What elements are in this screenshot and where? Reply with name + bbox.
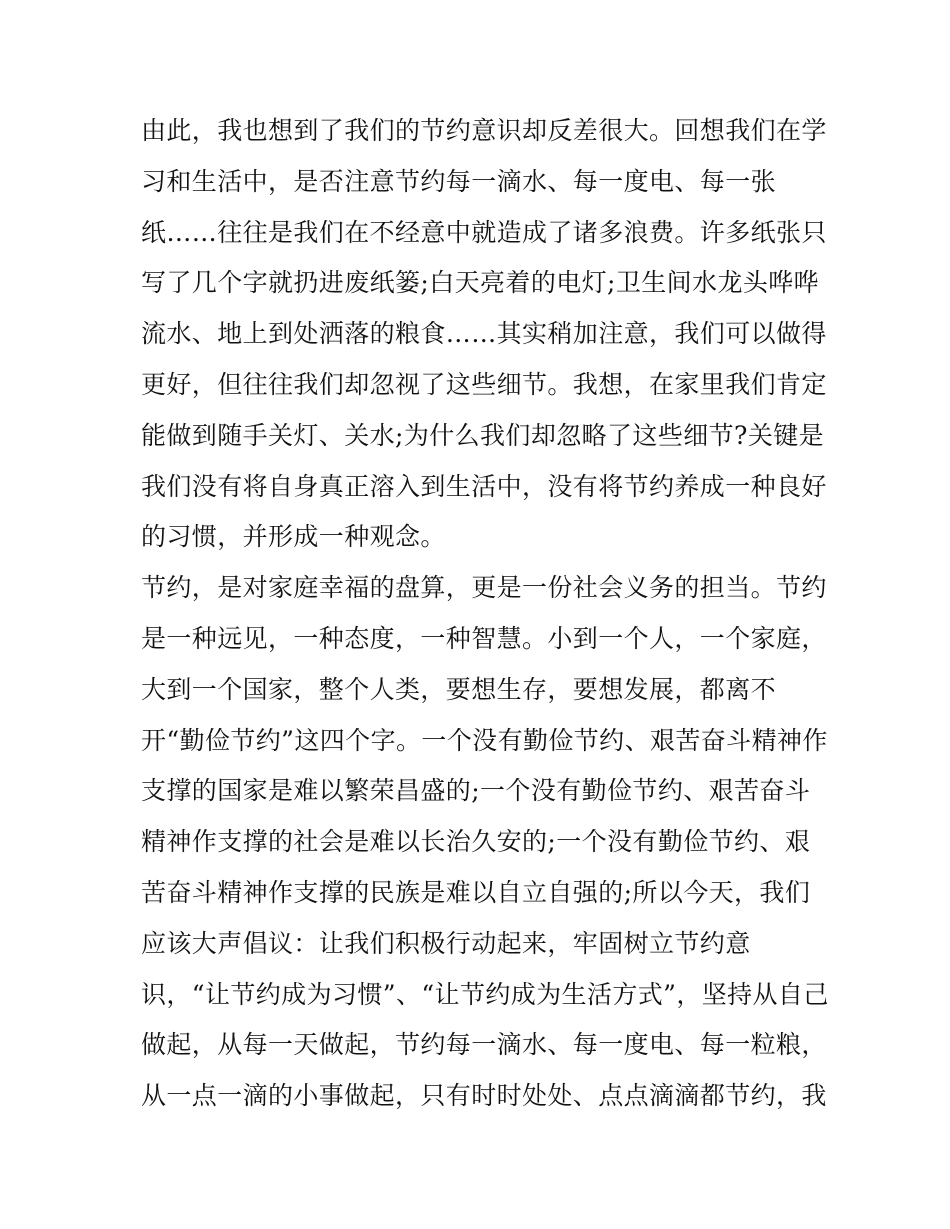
text-line-8: 我们没有将自身真正溶入到生活中，没有将节约养成一种良好 [141,471,827,501]
text-line-9: 的习惯，并形成一种观念。 [141,522,446,552]
text-line-7: 能做到随手关灯、关水;为什么我们却忽略了这些细节?关键是 [141,420,825,450]
text-line-20: 从一点一滴的小事做起，只有时时处处、点点滴滴都节约，我 [141,1081,827,1111]
text-line-17: 应该大声倡议：让我们积极行动起来，牢固树立节约意 [141,928,751,958]
text-line-13: 开“勤俭节约”这四个字。一个没有勤俭节约、艰苦奋斗精神作 [141,725,828,755]
text-line-15: 精神作支撑的社会是难以长治久安的;一个没有勤俭节约、艰 [141,827,811,857]
text-line-1: 由此，我也想到了我们的节约意识却反差很大。回想我们在学 [141,116,827,145]
text-line-2: 习和生活中，是否注意节约每一滴水、每一度电、每一张 [141,166,777,196]
text-line-18: 识，“让节约成为习惯”、“让节约成为生活方式”，坚持从自己 [141,979,829,1009]
text-line-6: 更好，但往往我们却忽视了这些细节。我想，在家里我们肯定 [141,369,827,399]
text-line-16: 苦奋斗精神作支撑的民族是难以自立自强的;所以今天，我们 [141,877,811,907]
text-line-3: 纸……往往是我们在不经意中就造成了诸多浪费。许多纸张只 [141,217,827,247]
text-line-10: 节约，是对家庭幸福的盘算，更是一份社会义务的担当。节约 [141,573,827,603]
text-line-19: 做起，从每一天做起，节约每一滴水、每一度电、每一粒粮， [141,1030,827,1060]
body-text [141,106,829,1122]
text-line-11: 是一种远见，一种态度，一种智慧。小到一个人，一个家庭， [141,623,827,653]
text-line-5: 流水、地上到处洒落的粮食……其实稍加注意，我们可以做得 [141,319,827,349]
text-line-14: 支撑的国家是难以繁荣昌盛的;一个没有勤俭节约、艰苦奋斗 [141,776,811,806]
text-line-4: 写了几个字就扔进废纸篓;白天亮着的电灯;卫生间水龙头哗哗 [141,268,820,298]
text-line-12: 大到一个国家，整个人类，要想生存，要想发展，都离不 [141,674,777,704]
